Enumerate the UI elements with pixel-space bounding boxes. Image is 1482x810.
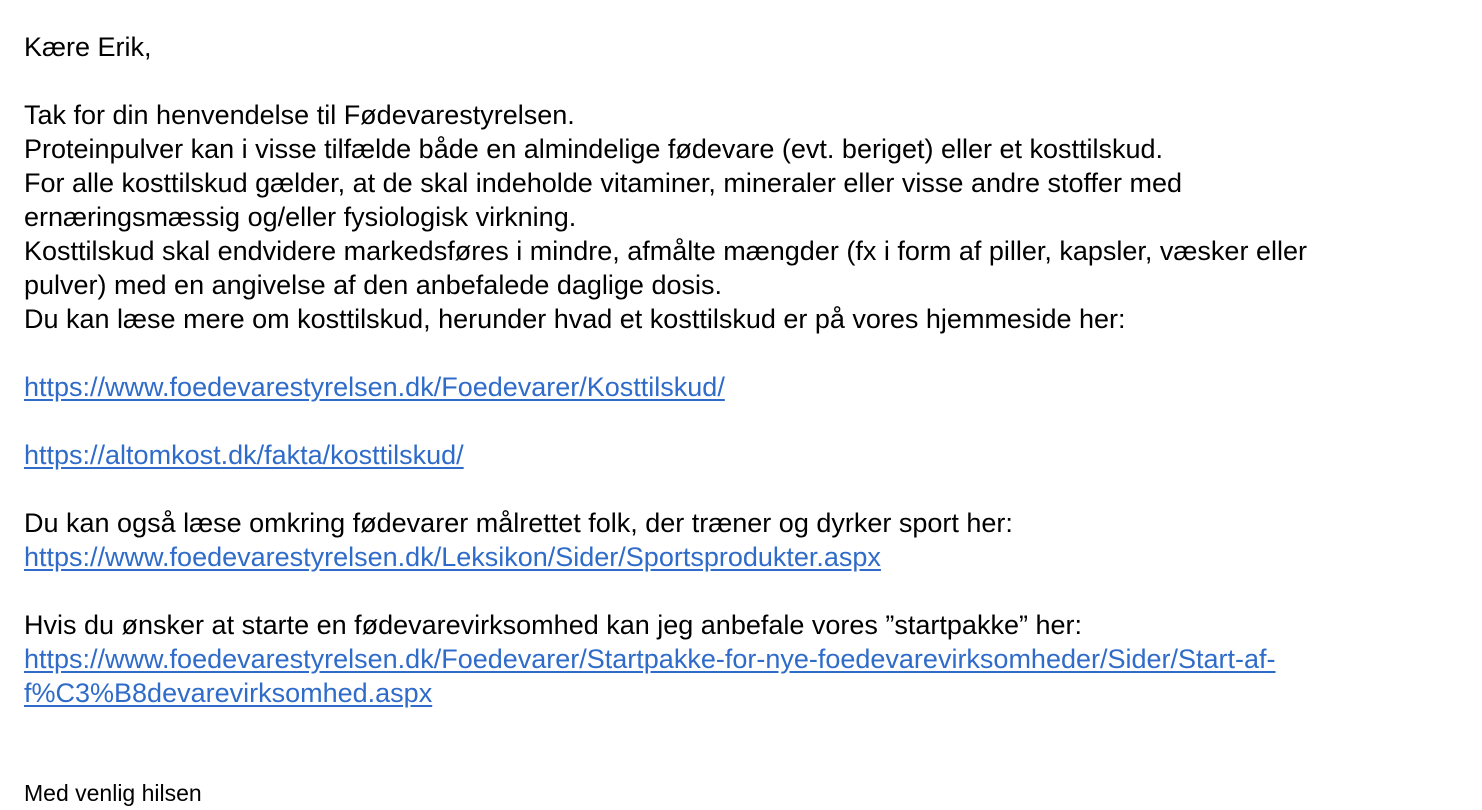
startpakke-link-line-1[interactable]: https://www.foedevarestyrelsen.dk/Foedevarer/Startpakke-for-nye-foedevarevirksomheder/Sider/Start-af- xyxy=(24,644,1276,674)
kosttilskud-link[interactable]: https://www.foedevarestyrelsen.dk/Foedevarer/Kosttilskud/ xyxy=(24,372,725,402)
sport-text: Du kan også læse omkring fødevarer målrettet folk, der træner og dyrker sport her: xyxy=(24,508,1013,538)
startpakke-text: Hvis du ønsker at starte en fødevarevirksomhed kan jeg anbefale vores ”startpakke” her: xyxy=(24,610,1082,640)
body-line-7: Du kan læse mere om kosttilskud, herunder hvad et kosttilskud er på vores hjemmeside her: xyxy=(24,304,1126,334)
body-line-1: Tak for din henvendelse til Fødevarestyrelsen. xyxy=(24,100,575,130)
body-line-6: pulver) med en angivelse af den anbefalede daglige dosis. xyxy=(24,270,722,300)
altomkost-link[interactable]: https://altomkost.dk/fakta/kosttilskud/ xyxy=(24,440,464,470)
greeting: Kære Erik, xyxy=(24,32,152,62)
body-line-2: Proteinpulver kan i visse tilfælde både en almindelige fødevare (evt. beriget) eller et kosttilskud. xyxy=(24,134,1164,164)
email-body xyxy=(24,30,1464,808)
body-line-5: Kosttilskud skal endvidere markedsføres i mindre, afmålte mængder (fx i form af piller, kapsler, væsker eller xyxy=(24,236,1307,266)
body-line-4: ernæringsmæssig og/eller fysiologisk virkning. xyxy=(24,202,577,232)
startpakke-link-line-2[interactable]: f%C3%B8devarevirksomhed.aspx xyxy=(24,678,433,708)
signoff: Med venlig hilsen xyxy=(24,780,202,806)
body-line-3: For alle kosttilskud gælder, at de skal indeholde vitaminer, mineraler eller visse andre stoffer med xyxy=(24,168,1183,198)
sportsprodukter-link[interactable]: https://www.foedevarestyrelsen.dk/Leksikon/Sider/Sportsprodukter.aspx xyxy=(24,542,881,572)
